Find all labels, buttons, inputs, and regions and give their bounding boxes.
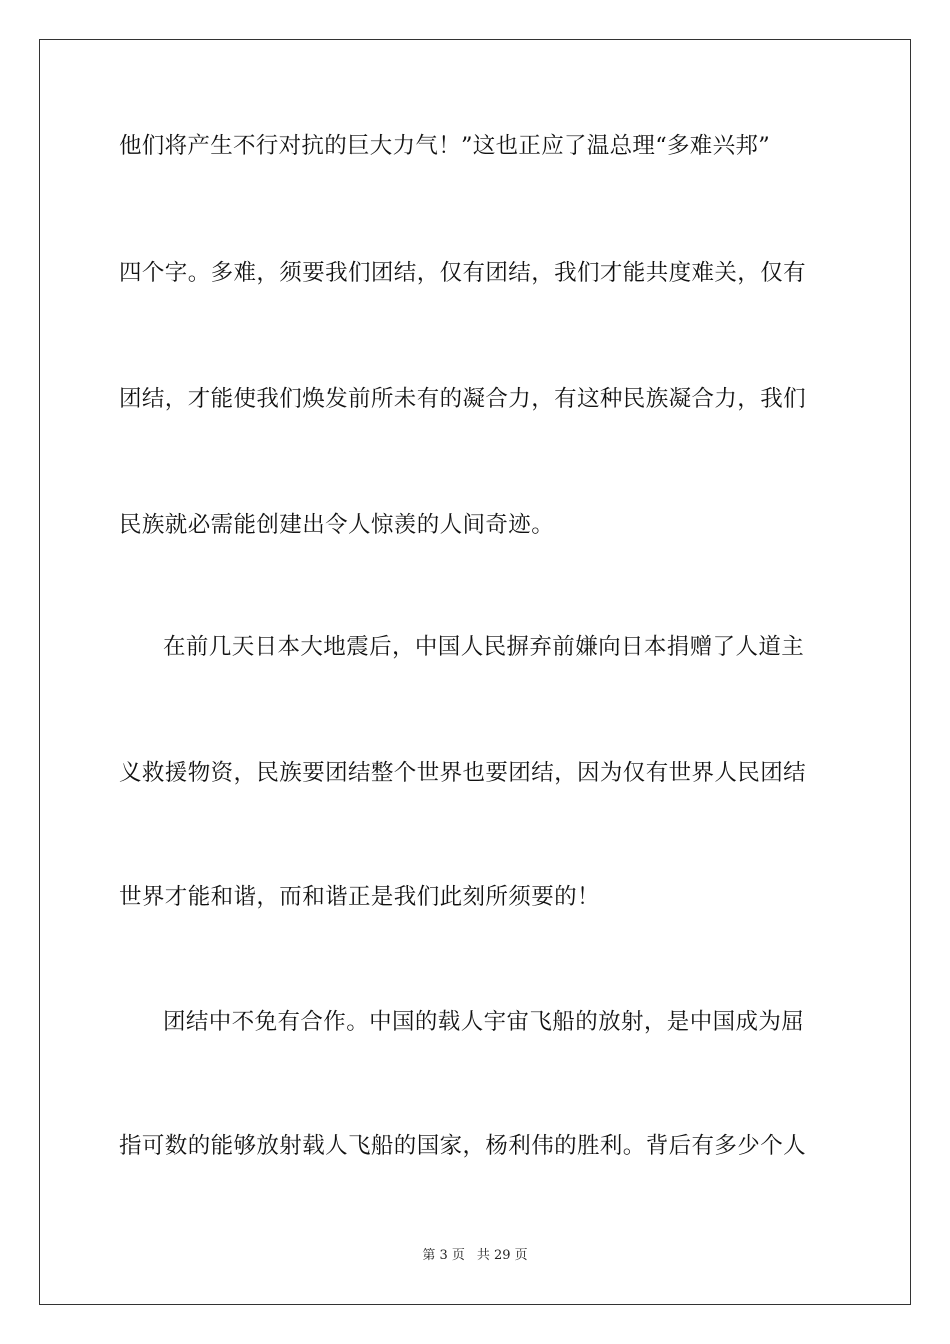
text-line: 指可数的能够放射载人飞船的国家，杨利伟的胜利。背后有多少个人 — [119, 1133, 807, 1159]
paragraph-start-line: 团结中不免有合作。中国的载人宇宙飞船的放射，是中国成为屈 — [163, 1009, 805, 1035]
text-line: 义救援物资，民族要团结整个世界也要团结，因为仅有世界人民团结 — [119, 760, 807, 786]
page-border — [39, 39, 911, 1305]
page-footer — [0, 1247, 950, 1265]
page-total: 共 29 页 — [476, 1248, 528, 1263]
page-number: 第 3 页 — [422, 1248, 465, 1263]
text-line: 民族就必需能创建出令人惊羡的人间奇迹。 — [119, 512, 555, 538]
text-line: 四个字。多难，须要我们团结，仅有团结，我们才能共度难关，仅有 — [119, 260, 807, 286]
text-line: 世界才能和谐，而和谐正是我们此刻所须要的！ — [119, 884, 600, 910]
text-line: 他们将产生不行对抗的巨大力气！”这也正应了温总理“多难兴邦” — [119, 133, 771, 159]
paragraph-start-line: 在前几天日本大地震后，中国人民摒弃前嫌向日本捐赠了人道主 — [163, 634, 805, 660]
text-line: 团结，才能使我们焕发前所未有的凝合力，有这种民族凝合力，我们 — [119, 386, 807, 412]
